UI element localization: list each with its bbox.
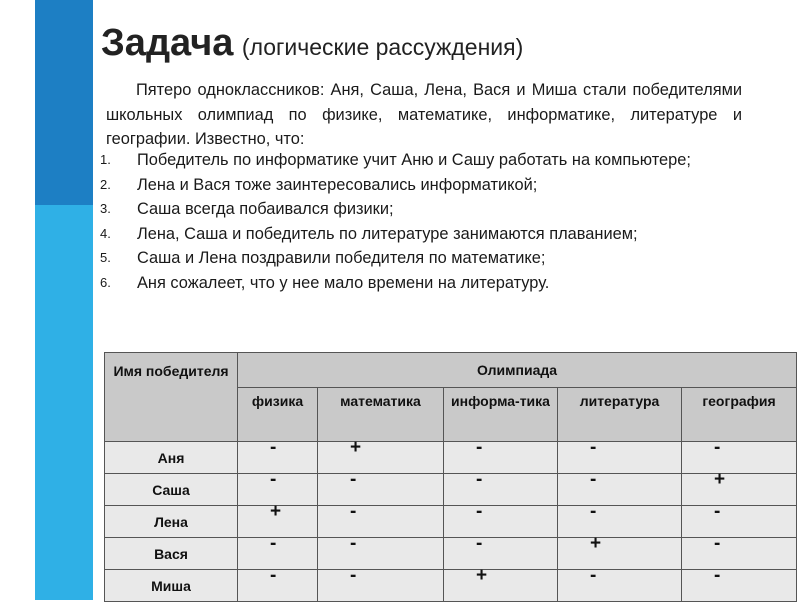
mark: -	[590, 469, 597, 490]
mark-cell	[682, 565, 797, 602]
mark-cell	[318, 533, 444, 570]
mark-cell	[558, 437, 682, 474]
mark-cell	[238, 533, 318, 570]
mark: -	[270, 565, 277, 586]
mark-cell	[558, 469, 682, 506]
student-name: Аня	[105, 442, 238, 474]
mark-cell	[682, 501, 797, 538]
condition-text: Аня сожалеет, что у нее мало времени на литературу.	[137, 273, 550, 292]
condition-number: 1.	[100, 152, 111, 167]
mark-cell	[682, 533, 797, 570]
mark-cell	[318, 437, 444, 474]
table-row	[105, 538, 797, 570]
mark-cell	[682, 469, 797, 506]
mark-cell	[238, 437, 318, 474]
condition-text: Лена, Саша и победитель по литературе занимаются плаванием;	[137, 224, 638, 243]
subject-header-informatics: информа-тика	[444, 388, 558, 442]
table-row	[105, 570, 797, 602]
mark-cell	[318, 469, 444, 506]
mark: -	[476, 533, 483, 554]
mark: +	[714, 469, 726, 490]
mark: -	[350, 533, 357, 554]
condition-item	[100, 173, 742, 198]
mark: -	[590, 565, 597, 586]
mark: -	[270, 437, 277, 458]
condition-item	[100, 246, 742, 271]
table-row	[105, 474, 797, 506]
title-subtitle: (логические рассуждения)	[241, 34, 524, 60]
mark-cell	[444, 533, 558, 570]
student-name: Саша	[105, 474, 238, 506]
mark: -	[714, 501, 721, 522]
mark-cell	[238, 565, 318, 602]
mark: +	[476, 565, 488, 586]
subject-header-geography: география	[682, 388, 797, 442]
mark-cell	[558, 501, 682, 538]
mark: +	[270, 501, 282, 522]
condition-text: Саша всегда побаивался физики;	[137, 200, 394, 219]
mark: -	[590, 501, 597, 522]
mark: -	[590, 437, 597, 458]
name-column-header: Имя победителя	[105, 353, 238, 442]
intro-paragraph: Пятеро одноклассников: Аня, Саша, Лена, Вася и Миша стали победителями школьных олимпиад по физике, математике, информатике, литературе и географии. Известно, что:	[106, 81, 742, 149]
subject-header-math: математика	[318, 388, 444, 442]
accent-bar-dark	[35, 0, 93, 205]
mark: -	[476, 501, 483, 522]
mark: -	[350, 501, 357, 522]
title-main: Задача	[101, 22, 234, 64]
conditions-list	[100, 148, 742, 296]
mark: -	[270, 469, 277, 490]
mark-cell	[444, 437, 558, 474]
condition-item	[100, 197, 742, 222]
table-row	[105, 506, 797, 538]
subject-header-literature: литература	[558, 388, 682, 442]
condition-item	[100, 148, 742, 173]
mark-cell	[682, 437, 797, 474]
results-table-area	[104, 352, 796, 598]
olympiad-group-header: Олимпиада	[238, 353, 797, 388]
mark-cell	[318, 565, 444, 602]
condition-number: 6.	[100, 274, 111, 290]
mark-cell	[444, 565, 558, 602]
mark: -	[476, 437, 483, 458]
mark: -	[350, 565, 357, 586]
mark: +	[350, 437, 362, 458]
mark-cell	[238, 501, 318, 538]
mark: -	[714, 533, 721, 554]
condition-text: Победитель по информатике учит Аню и Сашу работать на компьютере;	[137, 151, 691, 169]
condition-item	[100, 222, 742, 247]
condition-number: 3.	[100, 201, 111, 217]
subject-header-physics: физика	[238, 388, 318, 442]
student-name: Лена	[105, 506, 238, 538]
student-name: Миша	[105, 570, 238, 602]
condition-number: 2.	[100, 176, 111, 192]
condition-number: 4.	[100, 225, 111, 241]
mark-cell	[318, 501, 444, 538]
mark: -	[350, 469, 357, 490]
results-table	[104, 352, 797, 602]
condition-text: Саша и Лена поздравили победителя по математике;	[137, 249, 546, 268]
mark: -	[476, 469, 483, 490]
table-row	[105, 442, 797, 474]
mark-cell	[558, 533, 682, 570]
mark-cell	[444, 469, 558, 506]
mark-cell	[444, 501, 558, 538]
mark-cell	[558, 565, 682, 602]
slide-title	[101, 22, 523, 65]
mark: -	[270, 533, 277, 554]
condition-number: 5.	[100, 250, 111, 266]
mark: -	[714, 437, 721, 458]
mark: +	[590, 533, 602, 554]
condition-text: Лена и Вася тоже заинтересовались информатикой;	[137, 175, 538, 194]
condition-item	[100, 271, 742, 296]
mark: -	[714, 565, 721, 586]
student-name: Вася	[105, 538, 238, 570]
